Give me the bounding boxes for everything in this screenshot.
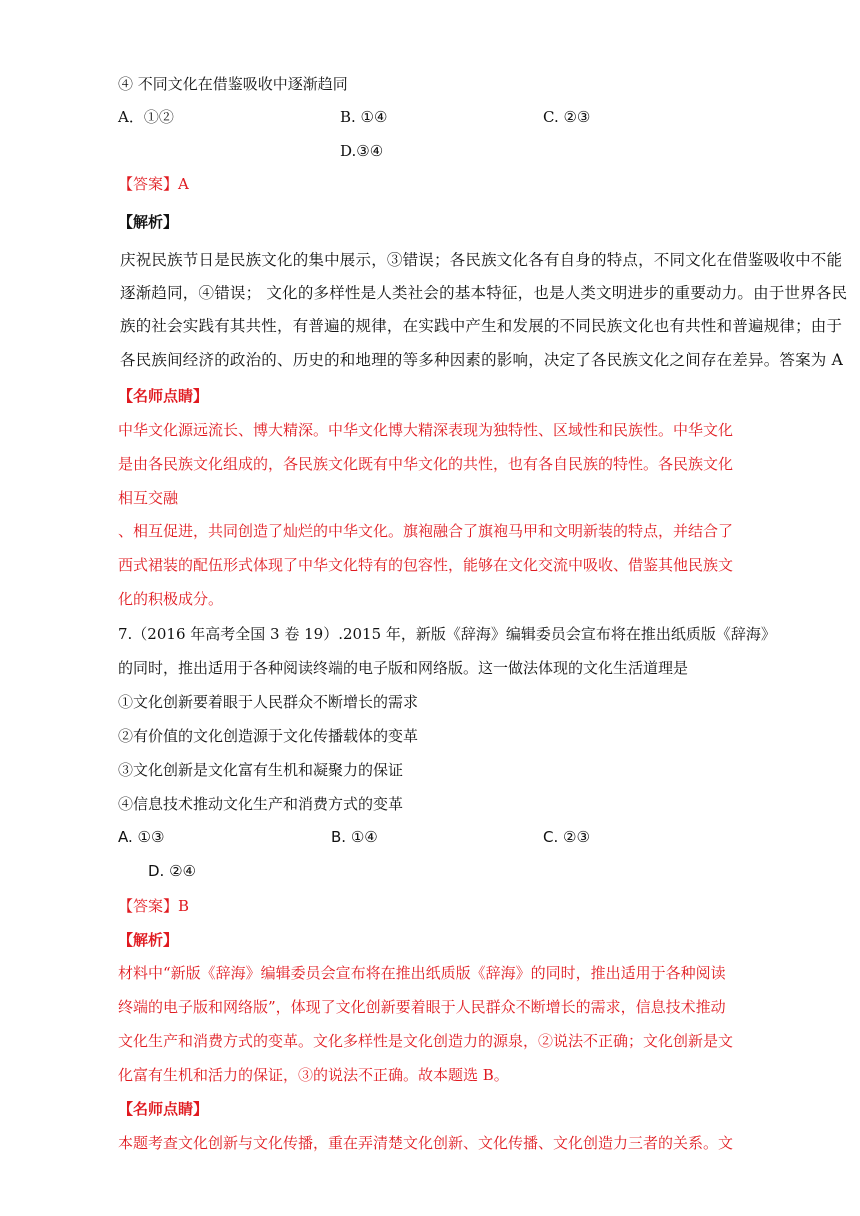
- q6-analysis-line: 逐渐趋同，④错误； 文化的多样性是人类社会的基本特征，也是人类文明进步的重要动力。由于世界各民: [120, 284, 848, 302]
- q6-choice-a: A．①②: [118, 108, 174, 126]
- q7-option-2: ②有价值的文化创造源于文化传播载体的变革: [118, 727, 419, 745]
- q6-answer-label: 【答案】A: [118, 175, 189, 193]
- q7-tips-line: 本题考查文化创新与文化传播，重在弄清楚文化创新、文化传播、文化创造力三者的关系。文: [118, 1134, 734, 1152]
- q6-analysis-line: 族的社会实践有其共性，有普遍的规律，在实践中产生和发展的不同民族文化也有共性和普遍规律；由于: [120, 317, 843, 335]
- q7-analysis-line: 终端的电子版和网络版”，体现了文化创新要着眼于人民群众不断增长的需求，信息技术推动: [118, 998, 726, 1016]
- q6-tips-line: 是由各民族文化组成的，各民族文化既有中华文化的共性，也有各自民族的特性。各民族文化: [118, 455, 734, 473]
- q7-analysis-label: 【解析】: [118, 931, 179, 949]
- q6-tips-line: 、相互促进，共同创造了灿烂的中华文化。旗袍融合了旗袍马甲和文明新装的特点，并结合了: [118, 522, 734, 540]
- q6-tips-line: 相互交融: [118, 489, 179, 507]
- q7-option-4: ④信息技术推动文化生产和消费方式的变革: [118, 795, 404, 813]
- q7-analysis-line: 化富有生机和活力的保证，③的说法不正确。故本题选 B。: [118, 1066, 509, 1084]
- q7-choice-d: D. ②④: [148, 862, 196, 880]
- q7-choice-b: B. ①④: [331, 828, 378, 846]
- q6-tips-line: 中华文化源远流长、博大精深。中华文化博大精深表现为独特性、区域性和民族性。中华文化: [118, 421, 734, 439]
- q6-option-4: ④ 不同文化在借鉴吸收中逐渐趋同: [118, 75, 348, 93]
- q6-tips-line: 化的积极成分。: [118, 590, 224, 608]
- q7-analysis-line: 文化生产和消费方式的变革。文化多样性是文化创造力的源泉，②说法不正确；文化创新是文: [118, 1032, 734, 1050]
- q7-choice-c: C. ②③: [543, 828, 590, 846]
- q7-analysis-line: 材料中“新版《辞海》编辑委员会宣布将在推出纸质版《辞海》的同时，推出适用于各种阅读: [118, 964, 726, 982]
- q7-option-1: ①文化创新要着眼于人民群众不断增长的需求: [118, 693, 419, 711]
- q6-tips-label: 【名师点睛】: [118, 387, 209, 405]
- q6-analysis-label: 【解析】: [118, 213, 179, 231]
- q7-option-3: ③文化创新是文化富有生机和凝聚力的保证: [118, 761, 404, 779]
- q6-analysis-line: 庆祝民族节日是民族文化的集中展示，③错误；各民族文化各有自身的特点，不同文化在借鉴吸收中不能: [120, 251, 843, 269]
- q6-choice-d: D.③④: [340, 142, 384, 160]
- q7-choice-a: A. ①③: [118, 828, 165, 846]
- q7-stem-line: 的同时，推出适用于各种阅读终端的电子版和网络版。这一做法体现的文化生活道理是: [118, 659, 689, 677]
- q6-tips-line: 西式裙装的配伍形式体现了中华文化特有的包容性，能够在文化交流中吸收、借鉴其他民族文: [118, 556, 734, 574]
- q7-stem-line: 7.（2016 年高考全国 3 卷 19）.2015 年，新版《辞海》编辑委员会宣布将在推出纸质版《辞海》: [118, 625, 776, 643]
- q6-analysis-line: 各民族间经济的政治的、历史的和地理的等多种因素的影响，决定了各民族文化之间存在差异。答案为 A: [120, 351, 844, 369]
- q7-tips-label: 【名师点睛】: [118, 1100, 209, 1118]
- q6-choice-c: C. ②③: [543, 108, 591, 126]
- q7-answer-label: 【答案】B: [118, 897, 190, 915]
- q6-choice-b: B. ①④: [340, 108, 388, 126]
